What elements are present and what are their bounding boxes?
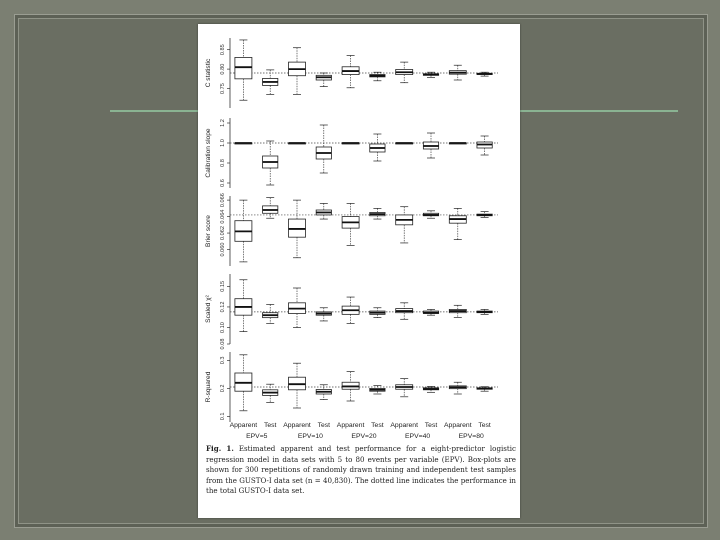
epv-label: EPV=5 bbox=[246, 433, 268, 440]
y-tick-label: 1.0 bbox=[220, 139, 226, 147]
epv-label: EPV=80 bbox=[458, 433, 484, 440]
boxplot-chart bbox=[198, 24, 520, 444]
y-axis-label: R-squared bbox=[205, 371, 212, 403]
x-group-label: Test bbox=[263, 422, 277, 429]
x-group-label: Test bbox=[478, 422, 491, 429]
y-tick-label: 0.08 bbox=[220, 338, 226, 350]
y-tick-label: 0.1 bbox=[220, 412, 226, 421]
y-tick-label: 0.064 bbox=[220, 209, 226, 224]
box bbox=[235, 57, 252, 78]
y-tick-label: 0.85 bbox=[220, 44, 226, 56]
x-group-label: Apparent bbox=[444, 422, 472, 429]
y-tick-label: 0.15 bbox=[220, 280, 226, 292]
figure-card bbox=[198, 24, 520, 518]
epv-label: EPV=20 bbox=[351, 433, 377, 440]
y-tick-label: 0.062 bbox=[220, 226, 226, 241]
y-tick-label: 0.8 bbox=[220, 159, 226, 167]
x-group-label: Test bbox=[317, 422, 331, 429]
x-group-label: Apparent bbox=[283, 422, 311, 429]
x-group-label: Test bbox=[424, 422, 438, 429]
epv-label: EPV=40 bbox=[405, 433, 431, 440]
y-tick-label: 0.2 bbox=[220, 384, 226, 393]
y-tick-label: 0.3 bbox=[220, 356, 226, 365]
x-group-label: Test bbox=[371, 422, 384, 429]
y-tick-label: 0.066 bbox=[220, 193, 226, 208]
y-axis-label: C statistic bbox=[205, 58, 212, 88]
caption-text: Estimated apparent and test performance for a eight-predictor logistic regression model in data sets with 5 to 80 events per variable (EPV). Box-plots are shown for 300 repetitions of randomly drawn training and independent test samples from the GUSTO-I data set (n = 40,830). The dotted line indicates the performance in the total GUSTO-I data set. bbox=[206, 444, 516, 495]
y-tick-label: 0.6 bbox=[220, 179, 226, 187]
x-group-label: Apparent bbox=[229, 422, 258, 429]
figure-caption bbox=[206, 444, 516, 497]
y-axis-label: Brier score bbox=[205, 215, 212, 247]
y-tick-label: 0.75 bbox=[220, 83, 226, 95]
epv-label: EPV=10 bbox=[297, 433, 323, 440]
y-tick-label: 1.2 bbox=[220, 119, 226, 127]
y-tick-label: 0.12 bbox=[220, 301, 226, 313]
y-axis-label: Scaled χ² bbox=[205, 295, 212, 323]
x-group-label: Apparent bbox=[390, 422, 418, 429]
y-axis-label: Calibration slope bbox=[205, 128, 212, 178]
caption-label: Fig. 1. bbox=[206, 444, 234, 453]
y-tick-label: 0.060 bbox=[220, 242, 226, 257]
x-group-label: Apparent bbox=[336, 422, 365, 429]
y-tick-label: 0.10 bbox=[220, 322, 226, 333]
y-tick-label: 0.80 bbox=[220, 63, 226, 75]
